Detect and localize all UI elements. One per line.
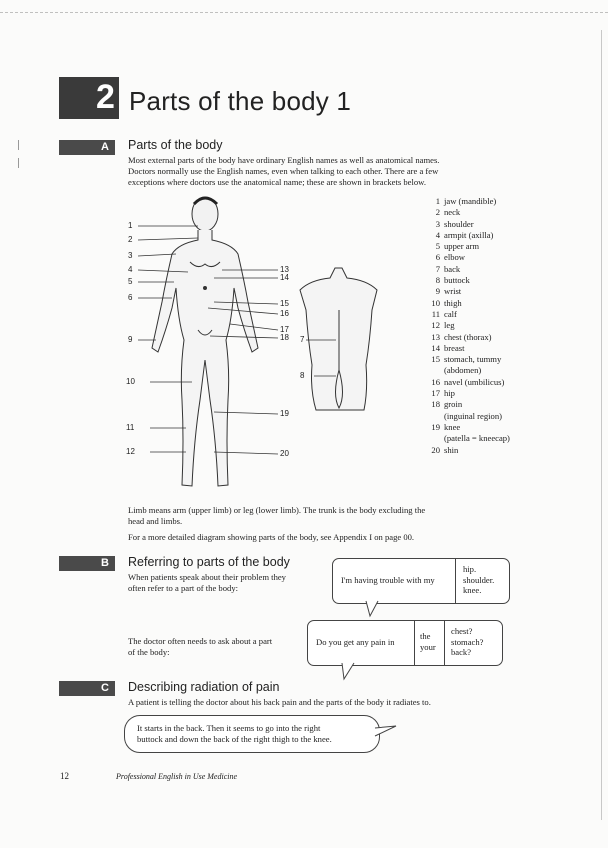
option: chest?: [451, 626, 473, 636]
body-part-item: [424, 445, 510, 456]
body-part-item: [424, 433, 510, 444]
body-part-number: 14: [431, 342, 440, 353]
body-part-name: back: [444, 263, 461, 274]
body-part-name: jaw (mandible): [444, 196, 497, 206]
page-number: 12: [60, 771, 69, 781]
body-part-name: shin: [444, 444, 459, 455]
section-c-intro: A patient is telling the doctor about his back pain and the parts of the body it radiates to.: [128, 697, 431, 707]
body-part-name: shoulder: [444, 218, 474, 229]
section-c-letter: C: [101, 682, 109, 694]
body-part-item: [424, 332, 510, 343]
option: knee.: [463, 585, 482, 595]
figure-label: 12: [126, 447, 135, 456]
section-a-letter: A: [101, 141, 109, 153]
option: back?: [451, 647, 472, 657]
intro-line: Doctors normally use the English names, even when talking to each other. There are a few: [128, 166, 439, 176]
section-a-bar: [59, 140, 115, 155]
section-b-text-1: [128, 572, 286, 594]
body-part-list: [424, 196, 510, 456]
body-part-name: (inguinal region): [444, 410, 502, 421]
body-part-name: upper arm: [444, 241, 480, 252]
figure-label: 16: [280, 309, 289, 318]
limb-note-line: Limb means arm (upper limb) or leg (lower limb). The trunk is the body excluding the: [128, 505, 426, 515]
section-b-bar: [59, 556, 115, 571]
body-part-number: [424, 433, 440, 444]
body-part-number: 20: [431, 444, 440, 455]
body-part-name: knee: [444, 421, 461, 432]
body-part-number: 1: [435, 196, 440, 206]
body-part-item: [424, 354, 510, 365]
body-part-item: [424, 207, 510, 218]
book-title: Professional English in Use Medicine: [116, 772, 238, 781]
body-part-number: 9: [435, 286, 440, 297]
section-a-title: Parts of the body: [128, 138, 223, 152]
margin-mark: [18, 140, 19, 150]
body-part-number: 12: [431, 320, 440, 331]
appendix-note: For a more detailed diagram showing parts of the body, see Appendix I on page 00.: [128, 532, 415, 542]
figure-label: 1: [128, 221, 133, 230]
body-part-name: stomach, tummy: [444, 354, 502, 365]
body-part-number: 4: [435, 229, 440, 240]
figure-label: 13: [280, 265, 289, 274]
option: the: [420, 631, 431, 641]
section-a-intro: [128, 155, 439, 188]
figure-label: 8: [300, 371, 305, 380]
bubble-text: [137, 723, 332, 744]
figure-label: 20: [280, 449, 289, 458]
option: hip.: [463, 564, 477, 574]
bubble-tail: [340, 662, 360, 682]
bubble-mid: [420, 631, 436, 652]
body-part-name: elbow: [444, 252, 466, 263]
body-part-item: [424, 264, 510, 275]
intro-line: exceptions where doctors use the anatomical name; these are shown in brackets below.: [128, 177, 426, 187]
body-part-number: 7: [435, 263, 440, 274]
body-part-name: (patella = kneecap): [444, 433, 510, 444]
figure-label: 14: [280, 273, 289, 282]
bubble-tail: [364, 600, 384, 620]
figure-label: 10: [126, 377, 135, 386]
figure-label: 6: [128, 293, 133, 302]
body-part-number: 2: [435, 207, 440, 218]
bubble-tail: [374, 724, 398, 740]
option: your: [420, 641, 436, 652]
body-part-item: [424, 388, 510, 399]
limb-note-line: head and limbs.: [128, 516, 183, 526]
body-part-number: 15: [431, 354, 440, 365]
body-part-number: [424, 365, 440, 376]
body-part-number: 13: [431, 331, 440, 342]
body-part-item: [424, 309, 510, 320]
body-diagram: [110, 190, 425, 500]
section-b-letter: B: [101, 557, 109, 569]
body-part-name: (abdomen): [444, 365, 482, 376]
bubble-line: It starts in the back. Then it seems to go into the right: [137, 723, 321, 733]
text-line: The doctor often needs to ask about a part: [128, 636, 273, 646]
unit-title: Parts of the body 1: [129, 86, 352, 116]
section-b-text-2: [128, 636, 272, 658]
divider: [414, 621, 415, 665]
margin-mark: [18, 158, 19, 168]
bubble-text: Do you get any pain in: [316, 637, 395, 647]
body-part-name: groin: [444, 399, 463, 410]
body-part-item: [424, 399, 510, 410]
section-c-bar: [59, 681, 115, 696]
scan-top-edge: [0, 12, 608, 15]
bubble-options: [451, 626, 483, 658]
figure-label: 4: [128, 265, 133, 274]
body-part-number: 18: [431, 399, 440, 410]
body-part-number: 6: [435, 252, 440, 263]
body-part-item: [424, 241, 510, 252]
body-part-item: [424, 343, 510, 354]
body-part-name: navel (umbilicus): [444, 376, 505, 387]
body-part-name: buttock: [444, 275, 470, 286]
body-part-name: leg: [444, 320, 455, 331]
figure-label: 2: [128, 235, 133, 244]
patient-pain-bubble: [124, 715, 380, 753]
body-part-item: [424, 377, 510, 388]
body-part-item: [424, 286, 510, 297]
body-part-item: [424, 320, 510, 331]
text-line: When patients speak about their problem they: [128, 572, 286, 582]
figure-label: 19: [280, 409, 289, 418]
body-part-item: [424, 196, 510, 207]
body-part-name: calf: [444, 308, 457, 319]
divider: [444, 621, 445, 665]
figure-label: 9: [128, 335, 133, 344]
figure-label: 17: [280, 325, 289, 334]
option: stomach?: [451, 636, 484, 647]
body-part-number: 16: [431, 376, 440, 387]
body-part-number: 17: [431, 388, 440, 399]
text-line: of the body:: [128, 647, 170, 657]
body-part-number: [424, 411, 440, 422]
body-part-item: [424, 298, 510, 309]
body-part-name: hip: [444, 388, 455, 399]
bubble-line: buttock and down the back of the right thigh to the knee.: [137, 733, 332, 744]
body-part-number: 3: [435, 218, 440, 229]
body-part-number: 10: [431, 297, 440, 308]
figure-label: 5: [128, 277, 133, 286]
divider: [455, 559, 456, 603]
patient-speech-bubble: [332, 558, 510, 604]
section-b-title: Referring to parts of the body: [128, 555, 290, 569]
body-part-item: [424, 252, 510, 263]
body-part-item: [424, 275, 510, 286]
body-part-name: thigh: [444, 297, 462, 308]
figure-label: 15: [280, 299, 289, 308]
body-part-number: 5: [435, 241, 440, 252]
body-part-item: [424, 230, 510, 241]
intro-line: Most external parts of the body have ordinary English names as well as anatomical names.: [128, 155, 440, 165]
figure-label: 18: [280, 333, 289, 342]
section-c-title: Describing radiation of pain: [128, 680, 280, 694]
option: shoulder.: [463, 574, 495, 585]
scan-right-edge: [601, 30, 602, 820]
doctor-speech-bubble: [307, 620, 503, 666]
figure-label: 3: [128, 251, 133, 260]
bubble-options: [463, 564, 494, 596]
body-part-item: [424, 219, 510, 230]
body-part-name: wrist: [444, 286, 462, 297]
body-part-name: chest (thorax): [444, 331, 492, 342]
body-part-number: 8: [435, 275, 440, 286]
body-part-item: [424, 422, 510, 433]
unit-number: 2: [96, 78, 115, 116]
bubble-text: I'm having trouble with my: [341, 575, 435, 585]
body-part-number: 11: [431, 308, 440, 319]
body-part-name: neck: [444, 207, 461, 218]
limb-note: [128, 505, 425, 527]
body-part-name: armpit (axilla): [444, 229, 494, 240]
text-line: often refer to a part of the body:: [128, 583, 239, 593]
body-part-number: 19: [431, 421, 440, 432]
figure-label: 7: [300, 335, 305, 344]
figure-label: 11: [126, 423, 135, 432]
body-part-item: [424, 411, 510, 422]
body-part-name: breast: [444, 342, 465, 353]
body-part-item: [424, 365, 510, 376]
